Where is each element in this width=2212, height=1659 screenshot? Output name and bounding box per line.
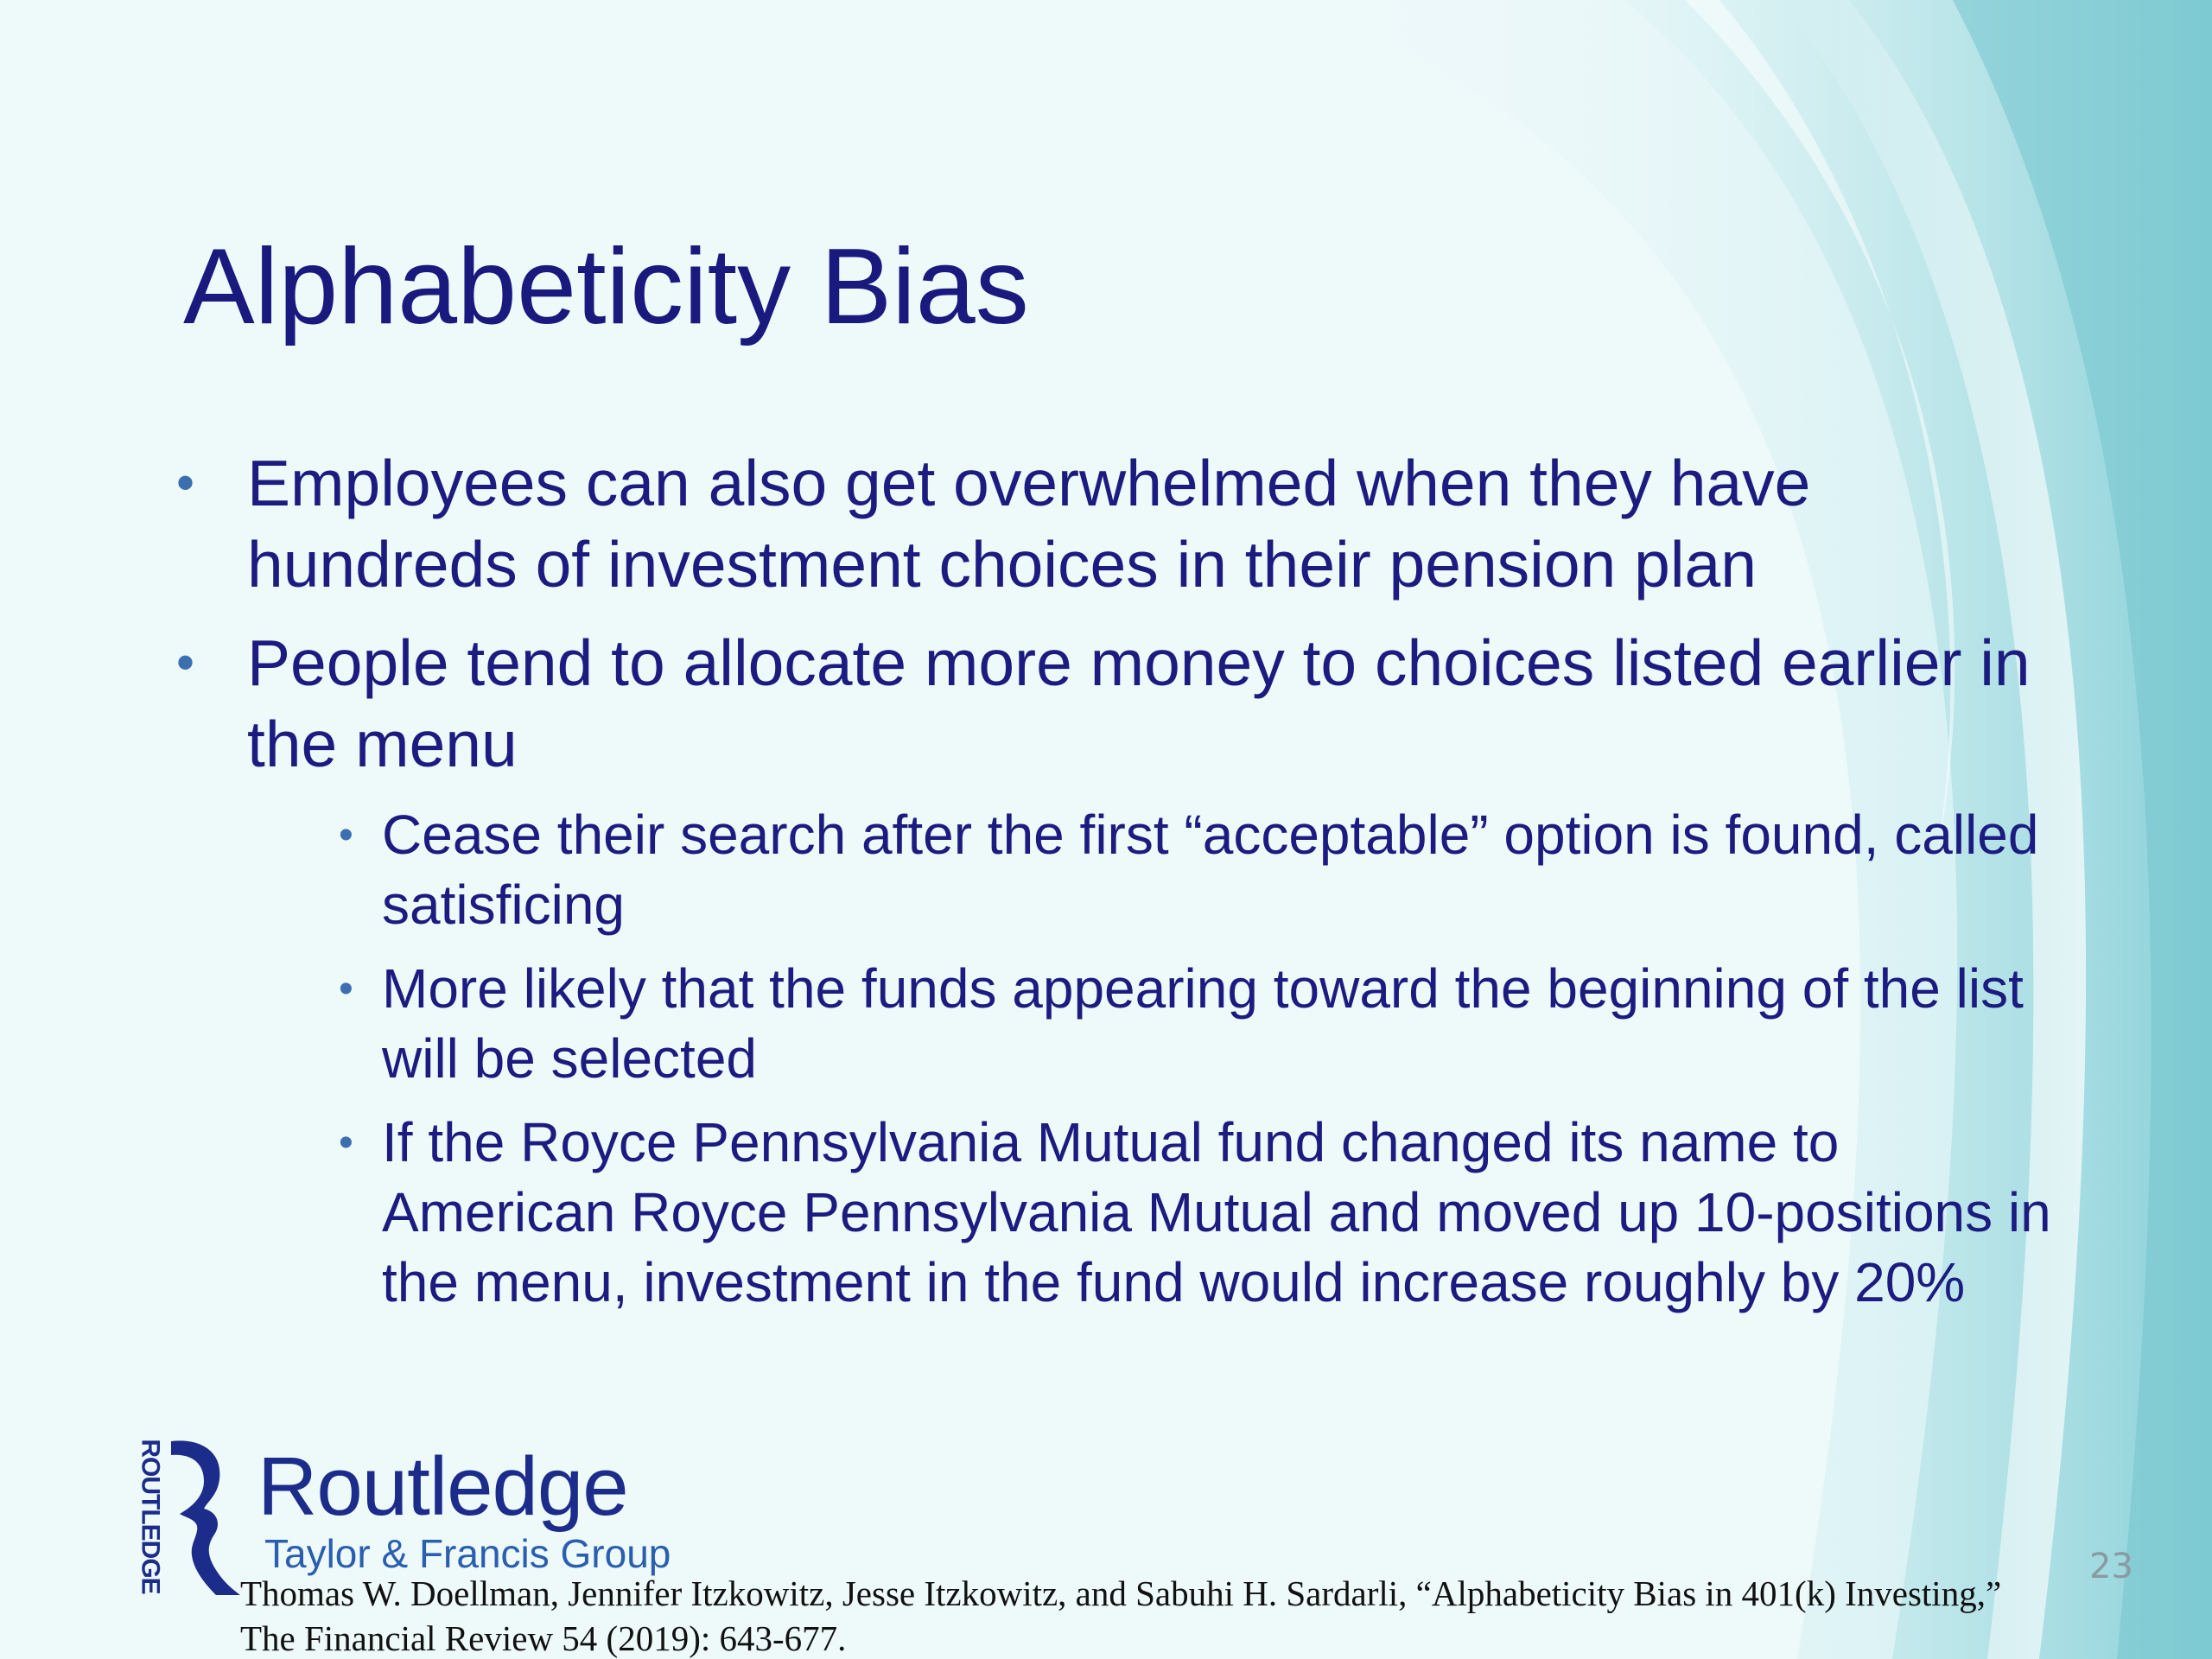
bullet-item	[173, 442, 2074, 605]
sub-bullet-list	[247, 800, 2074, 1318]
logo-name: Routledge	[257, 1440, 628, 1533]
bullet-glyph: •	[176, 454, 195, 512]
citation: Thomas W. Doellman, Jennifer Itzkowitz, Jesse Itzkowitz, and Sabuhi H. Sardarli, “Alphabeticity Bias in 401(k) Investing,” The Financial Review 54 (2019): 643-677.	[240, 1573, 2002, 1658]
bullet-glyph: •	[176, 633, 195, 691]
sub-bullet-text: Cease their search after the first “acceptable” option is found, called satisficing	[382, 804, 2039, 936]
routledge-vertical-text: ROUTLEDGE	[137, 1439, 165, 1594]
sub-bullet-item	[339, 800, 2074, 940]
bullet-list	[173, 442, 2074, 1335]
sub-bullet-text: If the Royce Pennsylvania Mutual fund changed its name to American Royce Pennsylvania Mutual and moved up 10-positions in the menu, investment in the fund would increase roughly by 20%	[382, 1111, 2051, 1313]
sub-bullet-glyph: •	[339, 966, 353, 1012]
sub-bullet-item	[339, 1108, 2074, 1318]
logo-group: Taylor & Francis Group	[264, 1531, 671, 1576]
page-number: 23	[2089, 1547, 2133, 1586]
sub-bullet-item	[339, 954, 2074, 1094]
slide-title: Alphabeticity Bias	[183, 227, 1029, 346]
bullet-item	[173, 622, 2074, 1318]
sub-bullet-glyph: •	[339, 812, 353, 858]
sub-bullet-glyph: •	[339, 1120, 353, 1166]
bullet-text: People tend to allocate more money to choices listed earlier in the menu	[247, 626, 2031, 780]
sub-bullet-text: More likely that the funds appearing toward the beginning of the list will be selected	[382, 957, 2024, 1090]
bullet-text: Employees can also get overwhelmed when they have hundreds of investment choices in their pension plan	[247, 447, 1811, 601]
